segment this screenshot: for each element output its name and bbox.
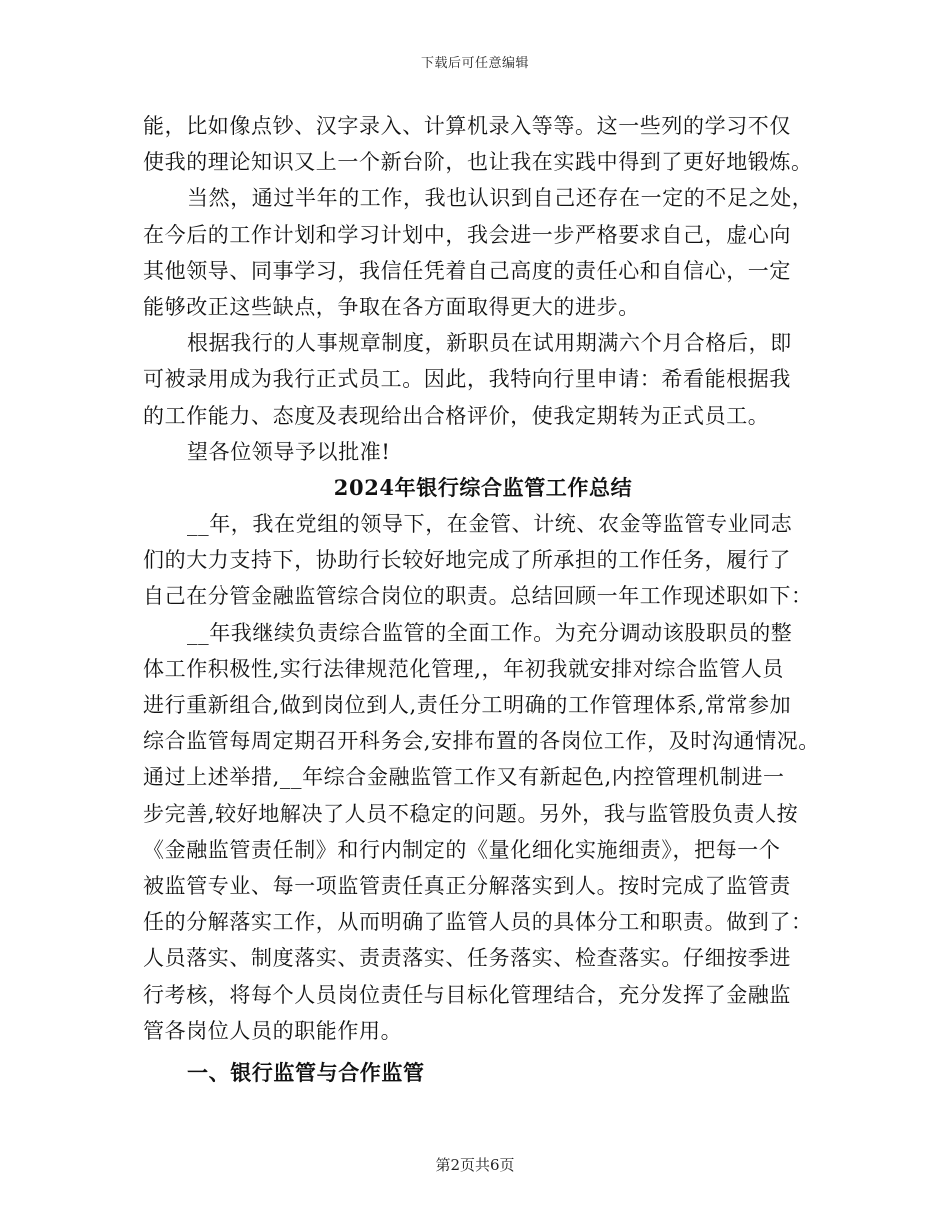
document-title: 2024年银行综合监管工作总结 <box>333 474 633 500</box>
paragraph-4 <box>143 434 823 470</box>
text-line: __年，我在党组的领导下，在金管、计统、农金等监管专业同志 <box>187 512 793 537</box>
paragraph-2 <box>143 180 823 325</box>
text-line: 其他领导、同事学习，我信任凭着自己高度的责任心和自信心，一定 <box>143 258 791 283</box>
section-heading: 一、银行监管与合作监管 <box>187 1059 425 1085</box>
text-line: 步完善,较好地解决了人员不稳定的问题。另外，我与监管股负责人按 <box>143 801 799 826</box>
text-line: 任的分解落实工作，从而明确了监管人员的具体分工和职责。做到了： <box>143 910 813 935</box>
text-line: 能够改正这些缺点，争取在各方面取得更大的进步。 <box>143 294 640 319</box>
document-body <box>143 108 823 1091</box>
page-indicator: 第2页共6页 <box>435 1156 515 1174</box>
paragraph-5 <box>143 506 823 615</box>
text-line: 人员落实、制度落实、责责落实、任务落实、检查落实。仔细按季进 <box>143 946 791 971</box>
text-line: 可被录用成为我行正式员工。因此，我特向行里申请：希看能根据我 <box>143 367 791 392</box>
text-line: 根据我行的人事规章制度，新职员在试用期满六个月合格后，即 <box>187 331 792 356</box>
text-line: __年我继续负责综合监管的全面工作。为充分调动该股职员的整 <box>187 620 793 645</box>
text-line: 进行重新组合,做到岗位到人,责任分工明确的工作管理体系,常常参加 <box>143 693 792 717</box>
text-line: 管各岗位人员的职能作用。 <box>143 1018 403 1043</box>
text-line: 自己在分管金融监管综合岗位的职责。总结回顾一年工作现述职如下： <box>143 584 813 609</box>
text-line: 当然，通过半年的工作，我也认识到自己还存在一定的不足之处， <box>187 186 814 211</box>
text-line: 的工作能力、态度及表现给出合格评价，使我定期转为正式员工。 <box>143 403 770 428</box>
paragraph-3 <box>143 325 823 434</box>
text-line: 能，比如像点钞、汉字录入、计算机录入等等。这一些列的学习不仅 <box>143 114 791 138</box>
text-line: 综合监管每周定期召开科务会,安排布置的各岗位工作，及时沟通情况。 <box>143 729 820 754</box>
paragraph-1 <box>143 108 823 180</box>
paragraph-6 <box>143 615 823 1049</box>
header-note: 下载后可任意编辑 <box>420 56 529 71</box>
text-line: 体工作积极性,实行法律规范化管理,，年初我就安排对综合监管人员 <box>143 656 784 681</box>
text-line: 《金融监管责任制》和行内制定的《量化细化实施细责》，把每一个 <box>143 837 781 862</box>
text-line: 行考核，将每个人员岗位责任与目标化管理结合，充分发挥了金融监 <box>143 982 791 1007</box>
text-line: 通过上述举措,__年综合金融监管工作又有新起色,内控管理机制进一 <box>143 765 785 790</box>
text-line: 望各位领导予以批准! <box>187 439 391 464</box>
text-line: 被监管专业、每一项监管责任真正分解落实到人。按时完成了监管责 <box>143 873 791 898</box>
text-line: 们的大力支持下，协助行长较好地完成了所承担的工作任务，履行了 <box>143 548 791 573</box>
text-line: 使我的理论知识又上一个新台阶，也让我在实践中得到了更好地锻炼。 <box>143 150 813 175</box>
text-line: 在今后的工作计划和学习计划中，我会进一步严格要求自己，虚心向 <box>143 222 791 247</box>
